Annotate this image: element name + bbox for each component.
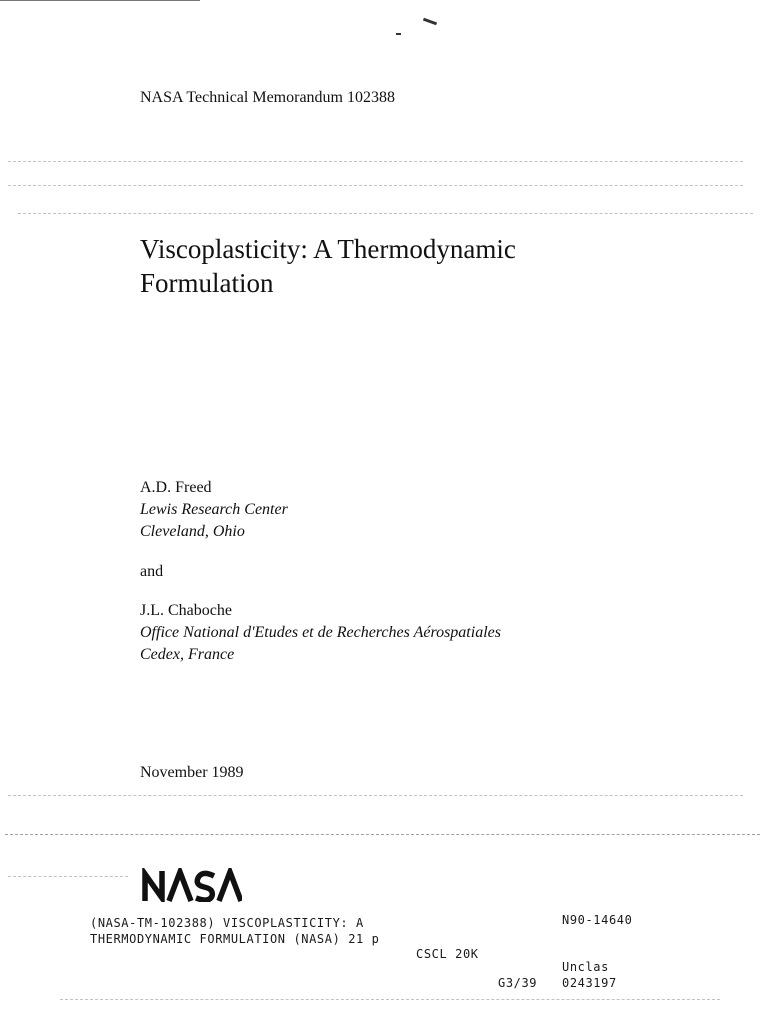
- document-title: [140, 232, 516, 300]
- title-line-1: Viscoplasticity: A Thermodynamic: [140, 234, 516, 264]
- author-block-1: [140, 477, 288, 543]
- scan-line: [5, 834, 760, 835]
- author-affiliation: Office National d'Etudes et de Recherches Aérospatiales: [140, 624, 501, 641]
- catalog-number: 0243197: [562, 976, 617, 990]
- conjunction-text: and: [140, 563, 164, 580]
- author-location: Cleveland, Ohio: [140, 523, 245, 540]
- catalog-accession-number: N90-14640: [562, 913, 633, 927]
- author-location: Cedex, France: [140, 646, 235, 663]
- publication-date: November 1989: [140, 764, 244, 781]
- scan-line: [18, 213, 753, 214]
- scan-speck: [423, 18, 437, 26]
- scan-line: [8, 161, 743, 162]
- report-series: NASA Technical Memorandum 102388: [140, 89, 395, 106]
- catalog-line-2: THERMODYNAMIC FORMULATION (NASA) 21 p: [90, 932, 380, 946]
- nasa-worm-logo-icon: [142, 868, 242, 902]
- author-name: J.L. Chaboche: [140, 602, 232, 619]
- scan-line: [8, 876, 128, 877]
- title-line-2: Formulation: [140, 268, 274, 298]
- author-affiliation: Lewis Research Center: [140, 501, 288, 518]
- scan-line: [8, 185, 743, 186]
- scan-line: [60, 999, 720, 1000]
- catalog-cscl: CSCL 20K: [416, 947, 479, 961]
- catalog-group: G3/39: [498, 976, 538, 990]
- scan-line: [8, 795, 743, 796]
- scan-speck: [396, 33, 401, 35]
- author-name: A.D. Freed: [140, 479, 212, 496]
- nasa-logo: [142, 868, 242, 907]
- catalog-line-1: (NASA-TM-102388) VISCOPLASTICITY: A: [90, 916, 364, 930]
- scan-speck: [0, 0, 200, 1]
- catalog-unclas: Unclas: [562, 960, 609, 974]
- author-block-2: [140, 600, 501, 666]
